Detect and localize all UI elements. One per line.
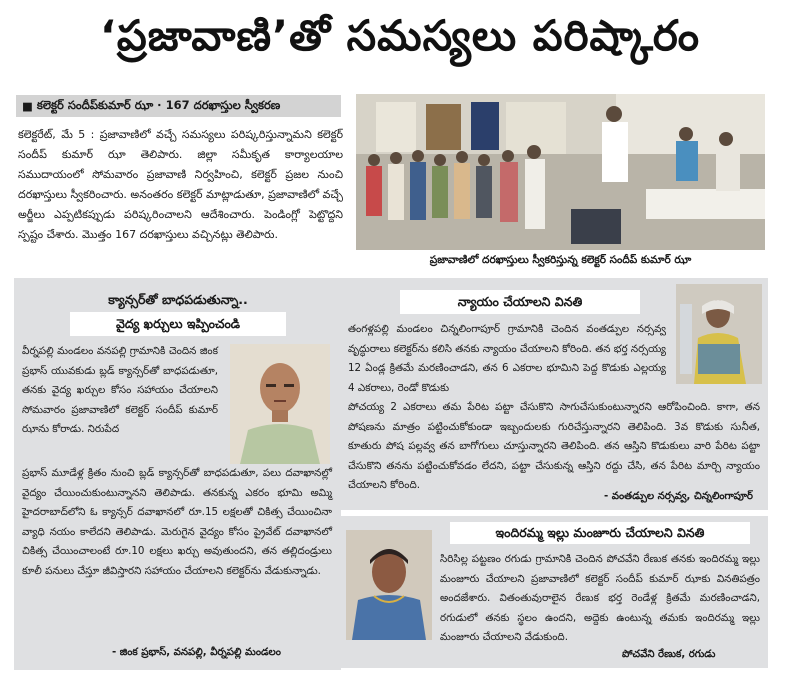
subheading-strap (16, 95, 341, 117)
story3-body: సిరిసిల్ల పట్టణం రగుడు గ్రామానికి చెందిన పోచవేని రేణుక తనకు ఇందిరమ్మ ఇల్లు మంజూరు చేయాలని ప్రజావాణిలో కలెక్టర్ సందీప్ కుమార్ ఝాకు వినతిపత్రం అందజేశారు. వితంతువురాలైన రేణుక భర్త రెండేళ్ల క్రితమే మరణించాడని, రగుడులో తనకు స్థలం ఉందని, అద్దెకు ఉంటున్న తమకు ఇందిరమ్మ ఇల్లు మంజూరు చేయాలని వేడుకుంది. (440, 553, 760, 643)
story2-body-bottom: పోచయ్య 2 ఎకరాలు తమ పేరిట పట్టా చేసుకొని సాగుచేసుకుంటున్నారని ఆరోపించింది. కాగా, తన పోషణను మాత్రం పట్టించుకోకుండా ఇబ్బందులకు గురిచేస్తున్నారని తెలిపింది. 3వ కొడుకు సునీత, కూతురు పోష పల్లవ్వ తన బాగోగులు చూస్తున్నారని తెలిపింది. తన ఆస్తిని కొడుకులు వారి పేరిట పట్టా చేసుకొని తనను పట్టించుకోవడం లేదని, పట్టా చేసుకున్న ఆస్తిని రద్దు చేసి, తన పేరిట మార్చి న్యాయం చేయాలని కోరింది. (348, 401, 760, 491)
elderly-woman-portrait-graphic (676, 284, 762, 384)
story3-title: ఇందిరమ్మ ఇల్లు మంజూరు చేయాలని వినతి (450, 522, 750, 544)
page-headline: ‘ప్రజావాణి’తో సమస్యలు పరిష్కారం (99, 11, 701, 60)
bullet-icon: ■ (22, 99, 37, 113)
man-portrait-graphic (230, 344, 330, 464)
story3-portrait (346, 530, 432, 640)
story1-portrait (230, 344, 330, 464)
story1-body-top: వీర్నపల్లి మండలం వనపల్లి గ్రామానికి చెందిన జింక ప్రభాస్ యువకుడు బ్లడ్ క్యాన్సర్‌తో బాధపడుతూ, తనకు వైద్య ఖర్చుల కోసం సహాయం చేయాలని సోమవారం ప్రజావాణిలో కలెక్టర్ సందీప్ కుమార్ ఝాను కోరాడు. నిరుపేద (22, 345, 218, 435)
intro-paragraph: కలెక్టరేట్, మే 5 : ప్రజావాణిలో వచ్చే సమస్యలు పరిష్కరిస్తున్నామని కలెక్టర్ సందీప్ కుమార్ ఝా తెలిపారు. జిల్లా సమీకృత కార్యాలయాల సముదాయంలో సోమవారం ప్రజావాణి నిర్వహించి, కలెక్టర్ ప్రజల నుంచి దరఖాస్తులు స్వీకరించారు. అనంతరం కలెక్టర్ మాట్లాడుతూ, ప్రజావాణిలో వచ్చే అర్జీలు ఎప్పటికప్పుడు పరిష్కరించాలని ఆదేశించారు. పెండింగ్లో పెట్టొద్దని స్పష్టం చేశారు. మొత్తం 167 దరఖాస్తులు వచ్చినట్లు తెలిపారు. (18, 128, 343, 241)
woman-portrait-graphic (346, 530, 432, 640)
story1-title-line2: వైద్య ఖర్చులు ఇప్పించండి (70, 312, 286, 336)
story1-byline: - జింక ప్రభాస్, వనపల్లి, వీర్నపల్లి మండలం (112, 647, 281, 658)
collector-photo (356, 94, 765, 250)
story2-title: న్యాయం చేయాలని వినతి (400, 290, 640, 314)
story2-body-top: తంగళ్లపల్లి మండలం చిన్నలింగాపూర్ గ్రామానికి చెందిన వంతడ్పుల నర్సవ్వ వృద్ధురాలు కలెక్టర్‌ను కలిసి తనకు న్యాయం చేయాలని కోరింది. తన భర్త నర్సయ్య 12 ఏండ్ల క్రితమే మరణించాడని, తన 6 ఎకరాల భూమిని పెద్ద కొడుకు ఎల్లయ్య 4 ఎకరాలు, రెండో కొడుకు (348, 323, 666, 394)
collector-photo-graphic (356, 94, 765, 250)
photo-caption: ప్రజావాణిలో దరఖాస్తులు స్వీకరిస్తున్న కలెక్టర్ సందీప్ కుమార్ ఝా (429, 254, 692, 266)
story2-byline: - వంతడ్పుల నర్సవ్వ, చిన్నలింగాపూర్ (604, 491, 753, 502)
story1-body-bottom: ప్రభాస్ మూడేళ్ల క్రితం నుంచి బ్లడ్ క్యాన్సర్‌తో బాధపడుతూ, పలు దవాఖానల్లో వైద్యం చేయించుకుంటున్నానని తెలిపాడు. తనకున్న ఎకరం భూమి అమ్మి హైదరాబాద్‌లోని ఓ క్యాన్సర్ దవాఖానలో రూ.15 లక్షలతో చికిత్స చేయించినా వ్యాధి నయం కాలేదని తెలిపాడు. మెరుగైన వైద్యం కోసం ప్రైవేట్ దవాఖానలో చికిత్స చేయించాలంటే రూ.10 లక్షలు ఖర్చు అవుతుందని, తన తల్లిదండ్రులు కూలీ పనులు చేస్తూ జీవిస్తారని సహాయం చేయాలని కలెక్టర్‌ను వేడుకున్నాడు. (22, 467, 332, 577)
story2-portrait (676, 284, 762, 384)
story1-title-line1: క్యాన్సర్‌తో బాధపడుతున్నా.. (48, 290, 308, 310)
story3-byline: పోచవేని రేణుక, రగుడు (622, 649, 716, 660)
strap-text: కలెక్టర్ సందీప్‌కుమార్ ఝా ∙ 167 దరఖాస్తుల స్వీకరణ (36, 97, 281, 112)
